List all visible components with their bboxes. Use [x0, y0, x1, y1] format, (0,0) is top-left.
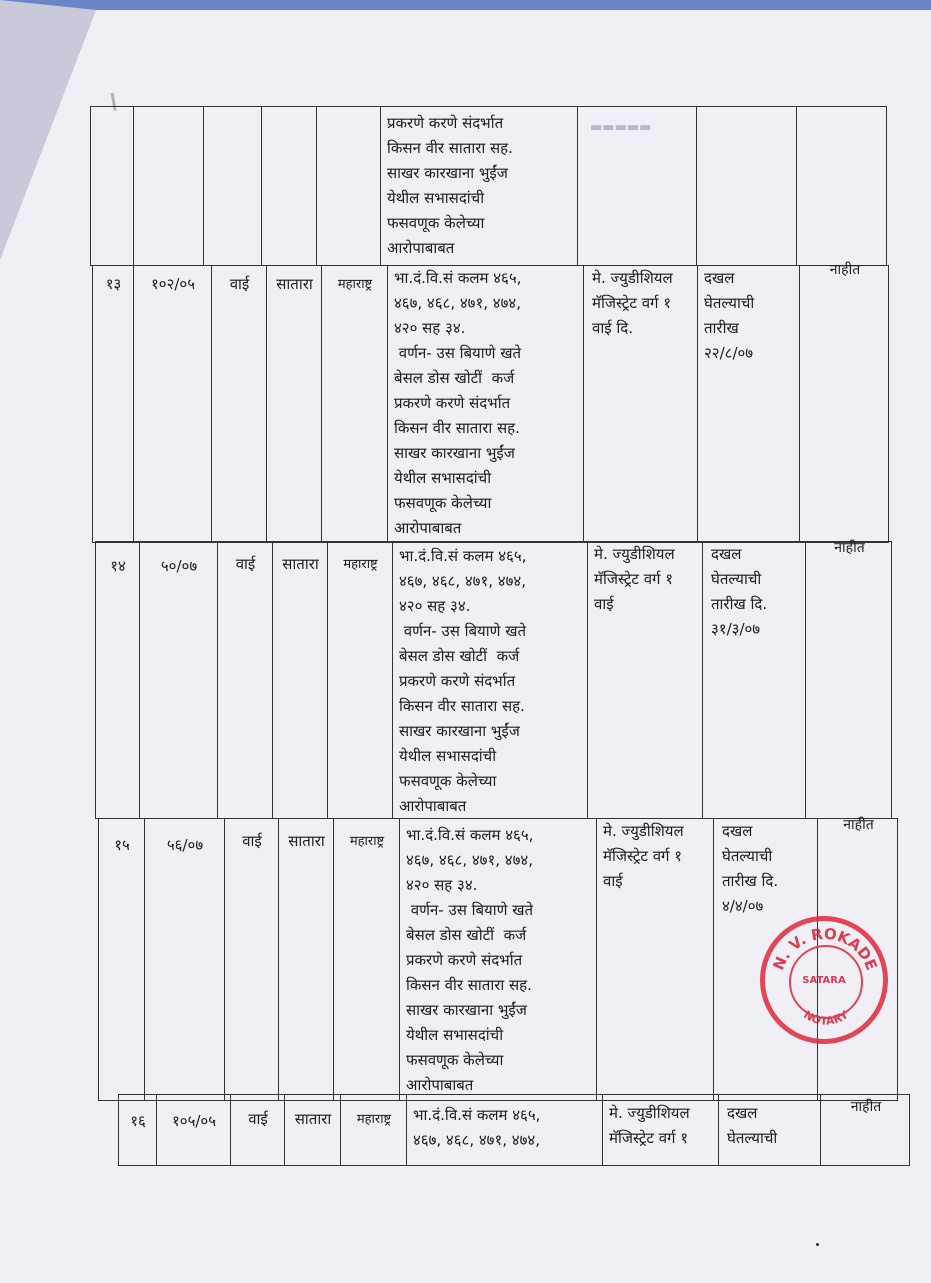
ink-speck: [816, 1243, 819, 1246]
state-cell: [334, 819, 400, 1100]
status-cell: [797, 107, 888, 265]
case-number: ५६/०७: [166, 836, 204, 854]
case-number-cell: [134, 266, 212, 542]
svg-text:N. V. ROKADE: [769, 925, 880, 973]
description-cell: [407, 1095, 603, 1165]
taluka-cell: [212, 266, 267, 542]
taluka-cell: [204, 107, 262, 265]
status-text: नाहीत: [834, 540, 865, 556]
taluka-name: वाई: [248, 1110, 268, 1128]
serial-number: १५: [114, 836, 130, 854]
status-cell: [800, 262, 890, 542]
taluka-cell: [225, 819, 279, 1100]
description-text: भा.दं.वि.सं कलम ४६५, ४६७, ४६८, ४७१, ४७४,: [413, 1106, 541, 1149]
state-name: महाराष्ट्र: [356, 1112, 392, 1127]
court-cell: [597, 819, 714, 1100]
state-name: महाराष्ट्र: [343, 557, 378, 572]
serial-cell: [99, 819, 145, 1100]
serial-cell: [93, 266, 134, 542]
case-number: ५०/०७: [160, 557, 198, 575]
table-row: [90, 106, 887, 266]
description-cell: [393, 542, 588, 818]
state-cell: [341, 1095, 407, 1165]
case-number: १०५/०५: [171, 1112, 217, 1130]
district-cell: [262, 107, 317, 265]
svg-text:NOTARY: [801, 1008, 851, 1028]
state-cell: [322, 266, 388, 542]
description-text: भा.दं.वि.सं कलम ४६५, ४६७, ४६८, ४७१, ४७४, ४२० सह ३४. वर्णन- उस बियाणे खते बेसल डोस खोटीं कर्ज प्रकरणे करणे संदर्भात किसन वीर सातारा सह. साखर कारखाना भुईंज येथील सभासदांची फसवणूक केलेच्या आरोपाबाबत: [406, 826, 534, 1094]
court-cell: [578, 107, 697, 265]
district-name: सातारा: [294, 1110, 332, 1128]
court-cell: [588, 542, 703, 818]
serial-cell: [119, 1095, 157, 1165]
filing-date: दखल घेतल्याची तारीख दि. ३१/३/०७: [711, 545, 768, 638]
court-cell: [584, 266, 698, 542]
taluka-name: वाई: [229, 275, 250, 293]
stamp-lettering: [765, 921, 883, 1039]
district-cell: [267, 266, 322, 542]
stamp-city: SATARA: [802, 975, 846, 986]
notary-stamp: [760, 916, 888, 1044]
bleed-through: ▬▬▬▬▬: [590, 120, 652, 135]
case-number: १०२/०५: [150, 275, 196, 293]
court-cell: [603, 1095, 719, 1165]
stamp-role: NOTARY: [801, 1008, 851, 1028]
taluka-name: वाई: [235, 555, 256, 573]
district-cell: [285, 1095, 341, 1165]
stamp-name: N. V. ROKADE: [769, 924, 881, 973]
serial-number: १४: [110, 557, 126, 575]
state-cell: [317, 107, 381, 265]
description-text: प्रकरणे करणे संदर्भात किसन वीर सातारा सह. साखर कारखाना भुईंज येथील सभासदांची फसवणूक केलेच्या आरोपाबाबत: [387, 114, 513, 257]
table-row: [95, 541, 892, 819]
state-name: महाराष्ट्र: [349, 834, 385, 849]
description-cell: [388, 266, 584, 542]
serial-cell: [91, 107, 134, 265]
serial-cell: [96, 542, 140, 818]
date-cell: [719, 1095, 821, 1165]
table-row: [118, 1094, 910, 1166]
table-row: [92, 262, 889, 543]
district-cell: [279, 819, 334, 1100]
district-cell: [273, 542, 328, 818]
state-cell: [328, 542, 393, 818]
date-cell: [703, 542, 806, 818]
district-name: सातारा: [288, 832, 325, 850]
filing-date: दखल घेतल्याची: [727, 1104, 778, 1147]
case-number-cell: [134, 107, 204, 265]
taluka-name: वाई: [242, 832, 262, 850]
description-text: भा.दं.वि.सं कलम ४६५, ४६७, ४६८, ४७१, ४७४, ४२० सह ३४. वर्णन- उस बियाणे खते बेसल डोस खोटीं कर्ज प्रकरणे करणे संदर्भात किसन वीर सातारा सह. साखर कारखाना भुईंज येथील सभासदांची फसवणूक केलेच्या आरोपाबाबत: [394, 269, 522, 537]
court-name: मे. ज्युडीशियल मॅजिस्ट्रेट वर्ग १ वाई: [594, 545, 675, 613]
description-text: भा.दं.वि.सं कलम ४६५, ४६७, ४६८, ४७१, ४७४, ४२० सह ३४. वर्णन- उस बियाणे खते बेसल डोस खोटीं कर्ज प्रकरणे करणे संदर्भात किसन वीर सातारा सह. साखर कारखाना भुईंज येथील सभासदांची फसवणूक केलेच्या आरोपाबाबत: [399, 547, 527, 815]
filing-date: दखल घेतल्याची तारीख २२/८/०७: [704, 269, 755, 362]
description-cell: [400, 819, 597, 1100]
court-name: मे. ज्युडीशियल मॅजिस्ट्रेट वर्ग १ वाई दि.: [592, 269, 673, 337]
description-cell: [381, 107, 578, 265]
taluka-cell: [218, 542, 273, 818]
date-cell: [697, 107, 797, 265]
serial-number: १३: [105, 275, 122, 293]
court-name: मे. ज्युडीशियल मॅजिस्ट्रेट वर्ग १: [609, 1104, 690, 1147]
status-cell: [806, 542, 893, 818]
district-name: सातारा: [276, 275, 313, 293]
serial-number: १६: [130, 1112, 146, 1130]
status-text: नाहीत: [829, 262, 861, 278]
district-name: सातारा: [282, 555, 319, 573]
status-cell: [821, 1095, 911, 1165]
filing-date: दखल घेतल्याची तारीख दि. ४/४/०७: [722, 822, 779, 915]
case-number-cell: [145, 819, 225, 1100]
court-name: मे. ज्युडीशियल मॅजिस्ट्रेट वर्ग १ वाई: [603, 822, 684, 890]
date-cell: [698, 266, 800, 542]
status-text: नाहीत: [850, 1099, 882, 1115]
taluka-cell: [231, 1095, 285, 1165]
state-name: महाराष्ट्र: [337, 277, 373, 292]
case-number-cell: [157, 1095, 231, 1165]
case-number-cell: [140, 542, 218, 818]
status-text: नाहीत: [843, 817, 874, 833]
